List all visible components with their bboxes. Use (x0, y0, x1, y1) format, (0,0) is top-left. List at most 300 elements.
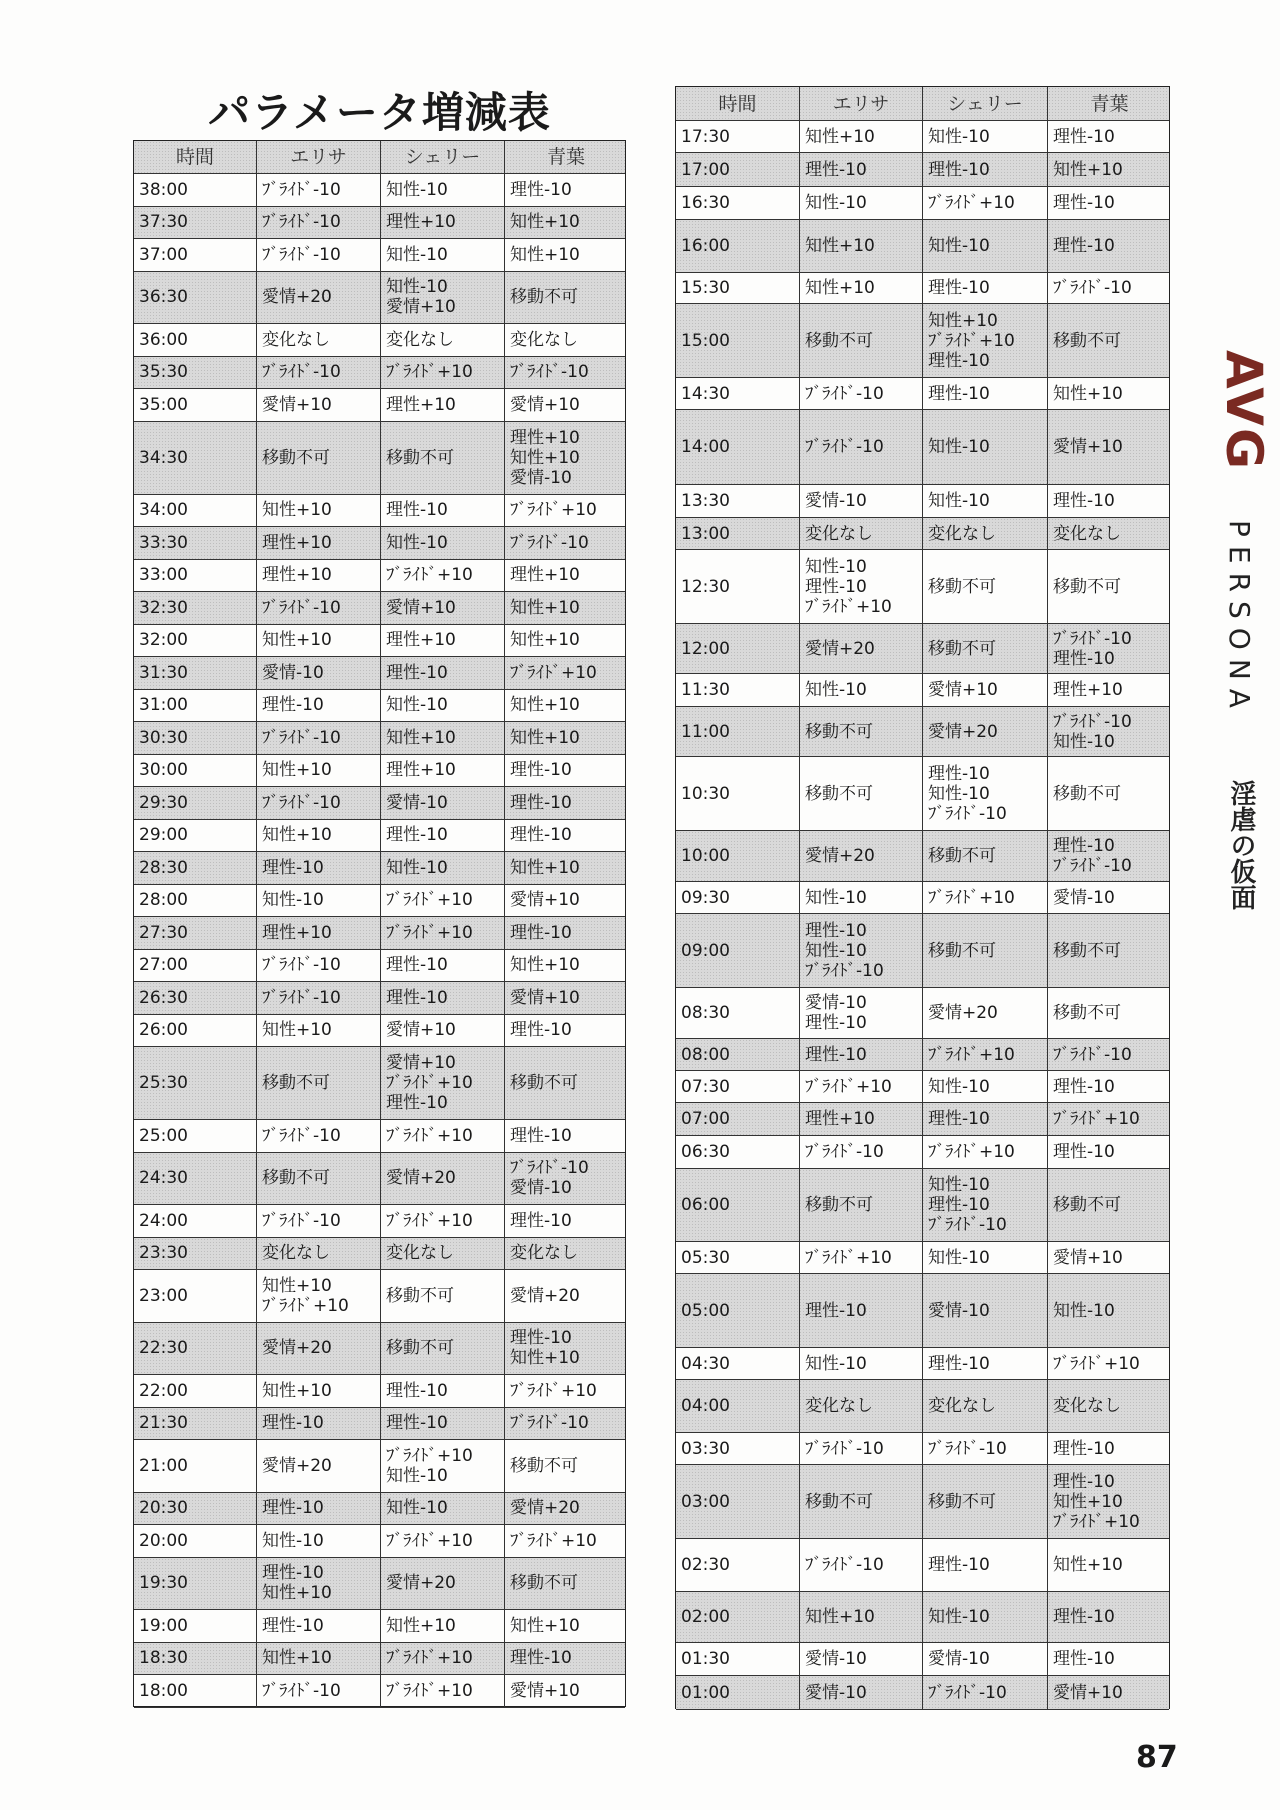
value-cell (800, 757, 923, 830)
parameter-change: 理性-10 (928, 1555, 990, 1575)
parameter-change: 愛情+10 (262, 394, 332, 415)
parameter-change: 知性+10 (510, 1615, 580, 1636)
table-row (676, 707, 1169, 757)
value-cell (381, 495, 505, 527)
parameter-change: 移動不可 (386, 447, 454, 468)
side-branding (1215, 350, 1273, 910)
time-cell (676, 378, 800, 409)
time-label: 28:30 (139, 857, 188, 878)
value-cell (381, 625, 505, 657)
time-label: 18:30 (139, 1648, 188, 1669)
table-row (676, 485, 1169, 518)
value-cell (1048, 757, 1171, 830)
value-cell (1048, 1592, 1171, 1642)
parameter-change: ﾌﾞﾗｲﾄﾞ+10 (386, 922, 473, 943)
parameter-change: 知性+10 (1053, 1491, 1123, 1512)
value-cell (800, 1103, 923, 1135)
time-label: 24:00 (139, 1210, 188, 1231)
value-cell (257, 1205, 381, 1237)
parameter-change: 移動不可 (1053, 330, 1121, 351)
table-row (134, 722, 625, 755)
time-cell (676, 550, 800, 623)
parameter-change: ﾌﾞﾗｲﾄﾞ+10 (928, 887, 1015, 908)
table-row (676, 1103, 1169, 1136)
time-label: 17:30 (681, 126, 730, 147)
time-label: 01:00 (681, 1682, 730, 1703)
parameter-change: 知性+10 (510, 857, 580, 878)
value-cell (505, 1643, 627, 1675)
parameter-change: 理性-10 (805, 1300, 867, 1321)
time-label: 37:30 (139, 212, 188, 233)
value-cell (800, 485, 923, 517)
value-cell (257, 722, 381, 754)
parameter-change: ﾌﾞﾗｲﾄﾞ+10 (805, 1247, 892, 1268)
parameter-change: 理性-10 (510, 922, 572, 943)
parameter-change: 愛情+10 (386, 1020, 456, 1041)
parameter-change: ﾌﾞﾗｲﾄﾞ+10 (510, 1530, 597, 1551)
value-cell (505, 174, 627, 206)
parameter-table-left (133, 140, 626, 1707)
value-cell (381, 722, 505, 754)
parameter-change: ﾌﾞﾗｲﾄﾞ-10 (928, 1682, 1007, 1703)
table-row (134, 389, 625, 422)
value-cell (923, 988, 1048, 1038)
time-label: 22:30 (139, 1338, 188, 1359)
column-header-label: 時間 (175, 146, 214, 168)
table-row (134, 1440, 625, 1493)
time-cell (134, 324, 257, 356)
parameter-change: 知性-10 (386, 1498, 448, 1519)
value-cell (923, 757, 1048, 830)
time-cell (676, 1676, 800, 1709)
value-cell (1048, 304, 1171, 377)
table-row (676, 1169, 1169, 1242)
time-cell (134, 722, 257, 754)
table-row (676, 378, 1169, 410)
table-row (134, 324, 625, 357)
parameter-change: 愛情+10 (386, 597, 456, 618)
value-cell (257, 1375, 381, 1407)
parameter-change: 理性-10 (805, 1013, 867, 1033)
value-cell (1048, 378, 1171, 409)
parameter-change: 理性-10 (262, 857, 324, 878)
parameter-change: 理性+10 (386, 212, 456, 233)
value-cell (381, 389, 505, 421)
value-cell (1048, 1242, 1171, 1273)
value-cell (800, 882, 923, 913)
value-cell (505, 560, 627, 592)
value-cell (505, 357, 627, 389)
time-cell (676, 1169, 800, 1241)
value-cell (800, 1380, 923, 1432)
value-cell (1048, 1380, 1171, 1432)
parameter-change: ﾌﾞﾗｲﾄﾞ+10 (386, 890, 473, 911)
time-cell (134, 1558, 257, 1610)
time-cell (676, 831, 800, 881)
value-cell (1048, 485, 1171, 517)
parameter-change: 移動不可 (386, 1285, 454, 1306)
table-row (134, 1205, 625, 1238)
table-row (134, 239, 625, 272)
parameter-change: ﾌﾞﾗｲﾄﾞ-10 (262, 1125, 341, 1146)
time-label: 17:00 (681, 159, 730, 180)
column-header-label: 青葉 (1090, 92, 1129, 115)
parameter-change: ﾌﾞﾗｲﾄﾞ+10 (1053, 1109, 1140, 1129)
time-label: 21:00 (139, 1455, 188, 1476)
value-cell (257, 982, 381, 1014)
value-cell (923, 1676, 1048, 1709)
parameter-change: 理性-10 (1053, 1649, 1115, 1669)
parameter-change: 知性-10 (805, 193, 867, 213)
series-title: PERSONA (1223, 520, 1256, 717)
value-cell (923, 220, 1048, 272)
value-cell (257, 357, 381, 389)
parameter-change: 知性-10 (1053, 731, 1115, 752)
time-cell (676, 1242, 800, 1273)
parameter-change: ﾌﾞﾗｲﾄﾞ+10 (928, 330, 1015, 351)
time-label: 26:30 (139, 987, 188, 1008)
parameter-change: 愛情+20 (510, 1285, 580, 1306)
value-cell (800, 518, 923, 549)
time-label: 15:30 (681, 278, 730, 298)
time-label: 23:00 (139, 1285, 188, 1306)
value-cell (381, 1408, 505, 1440)
parameter-change: 移動不可 (1053, 940, 1121, 961)
value-cell (505, 1120, 627, 1152)
table-row (134, 852, 625, 885)
value-cell (923, 153, 1048, 186)
value-cell (505, 1153, 627, 1205)
time-label: 13:00 (681, 523, 730, 544)
parameter-change: 愛情+10 (386, 1053, 456, 1073)
value-cell (923, 1242, 1048, 1273)
parameter-change: ﾌﾞﾗｲﾄﾞ-10 (1053, 628, 1132, 649)
parameter-change: ﾌﾞﾗｲﾄﾞ-10 (262, 244, 341, 265)
parameter-change: 知性-10 (386, 532, 448, 553)
parameter-change: 愛情-10 (805, 491, 867, 511)
table-row (676, 1071, 1169, 1103)
table-row (676, 1242, 1169, 1274)
value-cell (381, 690, 505, 722)
table-row (134, 820, 625, 853)
time-label: 33:00 (139, 565, 188, 586)
parameter-change: 移動不可 (928, 638, 996, 659)
value-cell (800, 187, 923, 219)
parameter-change: 知性+10 (510, 1348, 580, 1369)
value-cell (381, 422, 505, 494)
parameter-change: ﾌﾞﾗｲﾄﾞ+10 (1053, 1353, 1140, 1374)
parameter-change: 理性-10 (928, 1195, 990, 1215)
value-cell (1048, 1539, 1171, 1591)
value-cell (381, 950, 505, 982)
value-cell (381, 1270, 505, 1322)
parameter-change: ﾌﾞﾗｲﾄﾞ-10 (262, 179, 341, 200)
time-label: 04:30 (681, 1353, 730, 1374)
time-label: 34:30 (139, 447, 188, 468)
time-label: 07:00 (681, 1109, 730, 1129)
time-label: 25:00 (139, 1125, 188, 1146)
table-row (134, 1047, 625, 1120)
parameter-change: 移動不可 (510, 287, 578, 308)
table-row (676, 1348, 1169, 1380)
parameter-change: 移動不可 (510, 1573, 578, 1594)
parameter-change: 理性-10 (928, 1109, 990, 1129)
value-cell (381, 1323, 505, 1375)
time-label: 08:30 (681, 1003, 730, 1023)
value-cell (257, 527, 381, 559)
value-cell (505, 787, 627, 819)
time-label: 36:30 (139, 287, 188, 308)
table-row (134, 1675, 625, 1708)
parameter-change: 移動不可 (805, 783, 873, 804)
parameter-change: ﾌﾞﾗｲﾄﾞ+10 (510, 662, 597, 683)
value-cell (505, 1205, 627, 1237)
value-cell (257, 239, 381, 271)
value-cell (257, 820, 381, 852)
value-cell (505, 1047, 627, 1119)
parameter-change: ﾌﾞﾗｲﾄﾞ-10 (1053, 1044, 1132, 1065)
time-cell (134, 422, 257, 494)
time-cell (134, 495, 257, 527)
value-cell (381, 239, 505, 271)
table-row (134, 1323, 625, 1376)
time-cell (676, 1039, 800, 1070)
parameter-change: 知性+10 (262, 1648, 332, 1669)
parameter-change: 理性-10 (510, 1210, 572, 1231)
value-cell (381, 1375, 505, 1407)
parameter-change: 知性+10 (510, 727, 580, 748)
value-cell (505, 625, 627, 657)
value-cell (1048, 1071, 1171, 1102)
time-label: 07:30 (681, 1076, 730, 1097)
value-cell (381, 1015, 505, 1047)
value-cell (381, 357, 505, 389)
time-cell (134, 852, 257, 884)
parameter-change: 愛情+10 (928, 680, 998, 700)
parameter-change: ﾌﾞﾗｲﾄﾞ-10 (928, 803, 1007, 824)
value-cell (1048, 1136, 1171, 1168)
table-row (134, 592, 625, 625)
parameter-change: 移動不可 (262, 1073, 330, 1093)
value-cell (505, 722, 627, 754)
value-cell (505, 1558, 627, 1610)
value-cell (923, 518, 1048, 549)
value-cell (923, 378, 1048, 409)
parameter-change: 愛情+10 (386, 297, 456, 318)
table-row (676, 831, 1169, 882)
time-cell (134, 1643, 257, 1675)
table-row (134, 1270, 625, 1323)
value-cell (923, 831, 1048, 881)
value-cell (381, 1525, 505, 1557)
parameter-change: 変化なし (805, 1396, 873, 1416)
time-cell (676, 1433, 800, 1464)
value-cell (800, 1643, 923, 1675)
value-cell (257, 1558, 381, 1610)
parameter-change: 理性-10 (1053, 836, 1115, 856)
column-header (381, 141, 505, 173)
parameter-change: 理性-10 (1053, 648, 1115, 669)
parameter-change: 移動不可 (1053, 1003, 1121, 1023)
parameter-change: 理性-10 (510, 792, 572, 813)
table-row (676, 1136, 1169, 1169)
time-label: 06:00 (681, 1195, 730, 1215)
parameter-change: 知性+10 (805, 126, 875, 147)
time-cell (676, 707, 800, 756)
time-label: 16:00 (681, 236, 730, 256)
table-row (676, 1433, 1169, 1465)
value-cell (381, 755, 505, 787)
parameter-change: 知性+10 (262, 1380, 332, 1401)
parameter-change: 知性+10 (262, 760, 332, 781)
parameter-change: 愛情+20 (928, 721, 998, 742)
value-cell (923, 121, 1048, 152)
parameter-change: 知性-10 (928, 126, 990, 147)
time-label: 26:00 (139, 1020, 188, 1041)
parameter-change: ﾌﾞﾗｲﾄﾞ-10 (262, 727, 341, 748)
parameter-change: 理性-10 (928, 159, 990, 180)
value-cell (381, 657, 505, 689)
parameter-change: 愛情-10 (1053, 887, 1115, 908)
parameter-change: ﾌﾞﾗｲﾄﾞ-10 (1053, 856, 1132, 876)
table-row (676, 1465, 1169, 1539)
value-cell (257, 885, 381, 917)
parameter-change: 知性+10 (510, 597, 580, 618)
value-cell (257, 1238, 381, 1270)
parameter-change: 愛情+20 (510, 1498, 580, 1519)
parameter-change: 理性-10 (386, 662, 448, 683)
time-cell (676, 304, 800, 377)
value-cell (505, 592, 627, 624)
parameter-change: 知性+10 (386, 1615, 456, 1636)
value-cell (1048, 1465, 1171, 1538)
parameter-change: 理性-10 (928, 278, 990, 298)
time-cell (134, 1323, 257, 1375)
value-cell (257, 1015, 381, 1047)
time-label: 23:30 (139, 1243, 188, 1264)
column-header (676, 87, 800, 120)
time-cell (676, 518, 800, 549)
table-header (134, 141, 625, 174)
time-label: 10:00 (681, 846, 730, 866)
value-cell (800, 831, 923, 881)
value-cell (923, 624, 1048, 673)
value-cell (800, 1433, 923, 1464)
parameter-change: ﾌﾞﾗｲﾄﾞ+10 (510, 500, 597, 521)
parameter-change: 理性-10 (510, 179, 572, 200)
value-cell (800, 1242, 923, 1273)
parameter-change: ﾌﾞﾗｲﾄﾞ-10 (510, 1158, 589, 1179)
parameter-change: 移動不可 (510, 1455, 578, 1476)
parameter-change: 愛情-10 (928, 1300, 990, 1321)
value-cell (923, 187, 1048, 219)
value-cell (505, 657, 627, 689)
value-cell (505, 852, 627, 884)
value-cell (505, 422, 627, 494)
time-label: 28:00 (139, 890, 188, 911)
column-header-label: 時間 (718, 92, 757, 115)
time-cell (676, 1380, 800, 1432)
value-cell (257, 1643, 381, 1675)
table-row (676, 1380, 1169, 1433)
parameter-change: 知性+10 (510, 244, 580, 265)
value-cell (381, 852, 505, 884)
parameter-change: 愛情+10 (510, 394, 580, 415)
parameter-change: ﾌﾞﾗｲﾄﾞ-10 (928, 1215, 1007, 1235)
parameter-change: 愛情+10 (510, 987, 580, 1008)
value-cell (505, 917, 627, 949)
table-row (134, 1558, 625, 1611)
value-cell (923, 1380, 1048, 1432)
column-header (134, 141, 257, 173)
time-label: 20:30 (139, 1498, 188, 1519)
table-row (676, 1039, 1169, 1071)
parameter-change: 知性-10 (805, 680, 867, 700)
value-cell (381, 1643, 505, 1675)
parameter-change: 知性-10 (928, 491, 990, 511)
time-cell (134, 917, 257, 949)
value-cell (257, 1323, 381, 1375)
time-cell (134, 885, 257, 917)
value-cell (505, 690, 627, 722)
value-cell (505, 1440, 627, 1492)
parameter-change: 理性+10 (805, 1109, 875, 1129)
time-cell (134, 755, 257, 787)
time-label: 25:30 (139, 1073, 188, 1093)
value-cell (257, 917, 381, 949)
parameter-change: 変化なし (1053, 1396, 1121, 1416)
value-cell (1048, 153, 1171, 186)
value-cell (1048, 410, 1171, 484)
time-label: 33:30 (139, 532, 188, 553)
time-label: 36:00 (139, 329, 188, 350)
value-cell (257, 787, 381, 819)
column-header-label: エリサ (832, 92, 890, 115)
value-cell (1048, 187, 1171, 219)
parameter-change: 知性+10 (805, 278, 875, 298)
time-label: 12:30 (681, 576, 730, 597)
time-cell (134, 1440, 257, 1492)
value-cell (800, 1592, 923, 1642)
parameter-change: 知性-10 (805, 1353, 867, 1374)
parameter-change: 理性-10 (1053, 1607, 1115, 1627)
value-cell (800, 273, 923, 303)
parameter-change: 変化なし (262, 329, 330, 350)
parameter-change: 理性-10 (386, 825, 448, 846)
table-row (676, 153, 1169, 187)
time-cell (134, 1120, 257, 1152)
time-label: 27:30 (139, 922, 188, 943)
parameter-change: 知性-10 (805, 940, 867, 961)
time-cell (676, 187, 800, 219)
value-cell (800, 1169, 923, 1241)
value-cell (381, 917, 505, 949)
table-row (134, 917, 625, 950)
parameter-change: 理性+10 (386, 394, 456, 415)
time-label: 22:00 (139, 1380, 188, 1401)
table-row (676, 304, 1169, 378)
time-cell (676, 1071, 800, 1102)
table-row (676, 187, 1169, 220)
parameter-change: 知性+10 (262, 1020, 332, 1041)
parameter-change: ﾌﾞﾗｲﾄﾞ-10 (262, 1680, 341, 1701)
value-cell (381, 787, 505, 819)
parameter-change: 知性+10 (262, 500, 332, 521)
table-row (134, 950, 625, 983)
time-cell (676, 410, 800, 484)
value-cell (923, 1643, 1048, 1675)
table-row (134, 982, 625, 1015)
